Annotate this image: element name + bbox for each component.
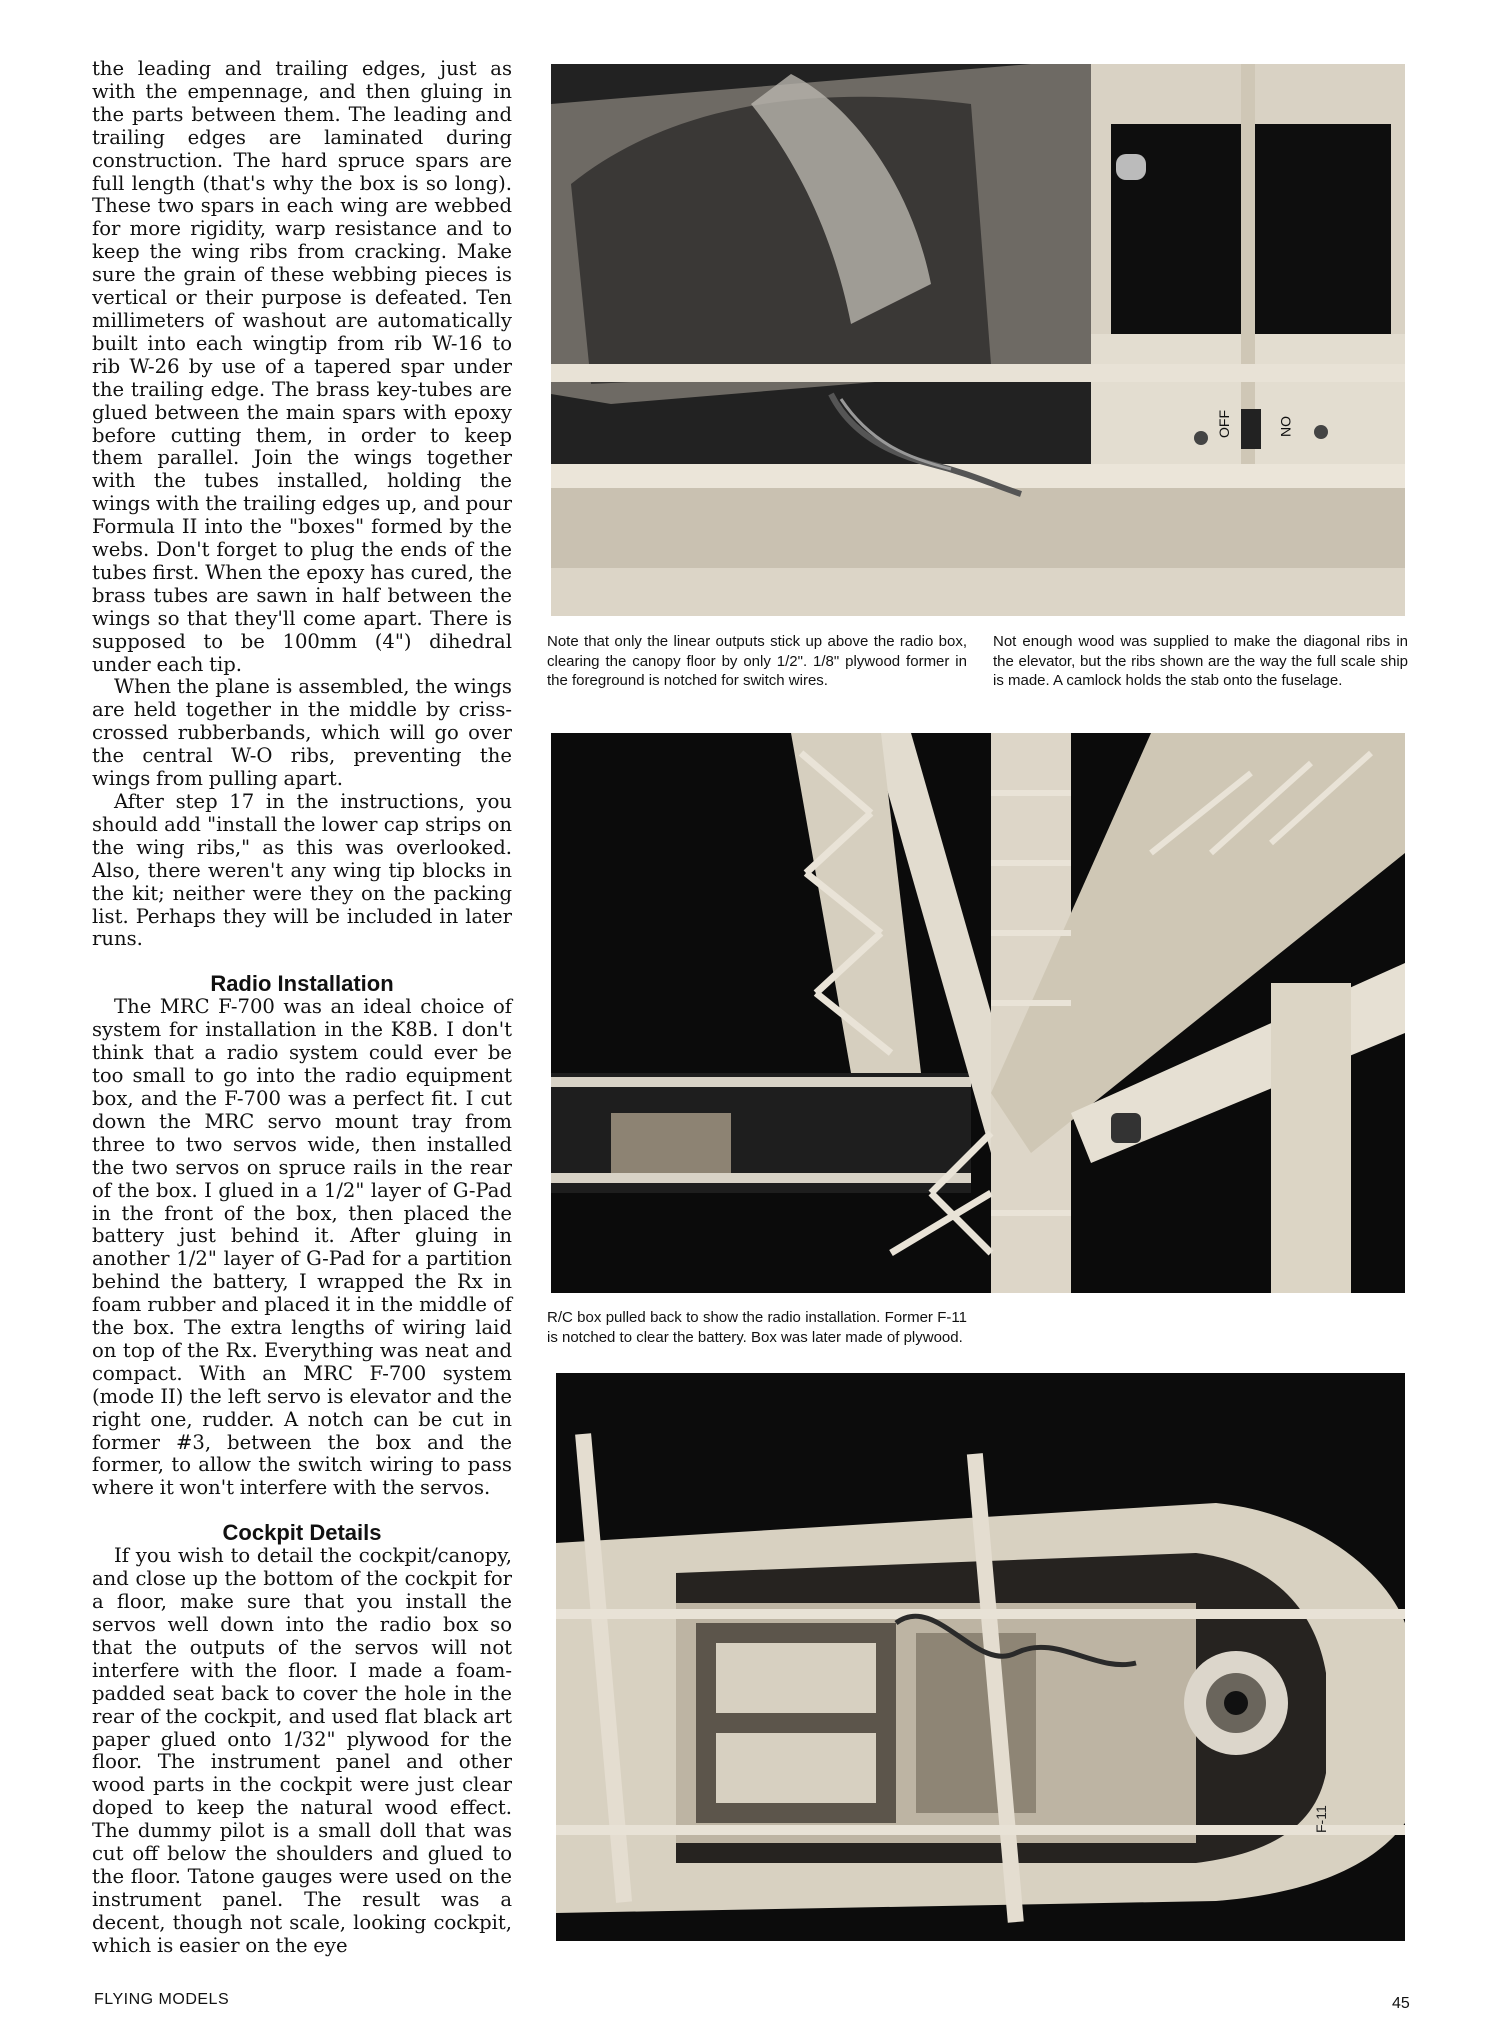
switch-off-label: OFF (1216, 410, 1232, 438)
paragraph-cockpit-details: If you wish to detail the cockpit/canopy, and close up the bottom of the cockpit for a floor, make sure that you install the servos well down into the radio box so that the outputs of the servos will not interfere with the floor. I made a foam-padded seat back to cover the hole in the rear of the cockpit, and used flat black art paper glued onto 1/32" plywood for the floor. The instrument panel and other wood parts in the cockpit were just clear doped to keep the natural wood effect. The dummy pilot is a small doll that was cut off below the shoulders and glued to the floor. Tatone gauges were used on the instrument panel. The result was a decent, though not scale, looking cockpit, which is easier on the eye (92, 1544, 512, 1957)
page-number: 45 (1392, 1995, 1410, 2012)
photo-stabilizer-framework (551, 733, 1405, 1293)
former-label: F-11 (1313, 1805, 1329, 1833)
caption-rc-box-pulled-back: R/C box pulled back to show the radio installation. Former F-11 is notched to clear the battery. Box was later made of plywood. (547, 1309, 967, 1346)
paragraph-radio-installation: The MRC F-700 was an ideal choice of system for installation in the K8B. I don't think that a radio system could ever be too small to go into the radio equipment box, and the F-700 was a perfect fit. I cut down the MRC servo mount tray from three to two servos wide, then installed the two servos on spruce rails in the rear of the box. I glued in a 1/2" layer of G-Pad in the front of the box, then placed the battery just behind it. After gluing in another 1/2" layer of G-Pad for a partition behind the battery, I wrapped the Rx in foam rubber and placed it in the middle of the box. The extra lengths of wiring laid on top of the Rx. Everything was neat and compact. With an MRC F-700 system (mode II) the left servo is elevator and the right one, rudder. A notch can be cut in former #3, between the box and the former, to allow the switch wiring to pass where it won't interfere with the servos. (92, 995, 512, 1500)
switch-on-label: ON (1278, 416, 1294, 437)
heading-radio-installation: Radio Installation (210, 971, 394, 997)
paragraph-wing-assembly: When the plane is assembled, the wings are held together in the middle by criss-crossed rubberbands, which will go over the central W-O ribs, preventing the wings from pulling apart. (92, 675, 512, 791)
magazine-name: FLYING MODELS (94, 1991, 230, 2008)
caption-elevator-ribs: Not enough wood was supplied to make the diagonal ribs in the elevator, but the ribs shown are the way the full scale ship is made. A camlock holds the stab onto the fuselage. (993, 633, 1408, 689)
article-column (92, 58, 512, 1958)
heading-cockpit-details: Cockpit Details (222, 1520, 382, 1546)
photo-canopy-radio-box (551, 64, 1405, 616)
photo-radio-box-installation (556, 1373, 1405, 1941)
paragraph-wing-construction: the leading and trailing edges, just as with the empennage, and then gluing in the parts between them. The leading and trailing edges are laminated during construction. The hard spruce spars are full length (that's why the box is so long). These two spars in each wing are webbed for more rigidity, warp resistance and to keep the wing ribs from cracking. Make sure the grain of these webbing pieces is vertical or their purpose is defeated. Ten millimeters of washout are automatically built into each wingtip from rib W-16 to rib W-26 by use of a tapered spar under the trailing edge. The brass key-tubes are glued between the main spars with epoxy before cutting them, in order to keep them parallel. Join the wings together with the tubes installed, holding the wings with the trailing edges up, and pour Formula II into the "boxes" formed by the webs. Don't forget to plug the ends of the tubes first. When the epoxy has cured, the brass tubes are sawn in half between the wings so that they'll come apart. There is supposed to be 100mm (4") dihedral under each tip. (92, 57, 512, 676)
caption-canopy-radio-box: Note that only the linear outputs stick up above the radio box, clearing the canopy floor by only 1/2". 1/8" plywood former in the foreground is notched for switch wires. (547, 633, 967, 689)
paragraph-instructions-note: After step 17 in the instructions, you should add "install the lower cap strips on the wing ribs," as this was overlooked. Also, there weren't any wing tip blocks in the kit; neither were they on the packing list. Perhaps they will be included in later runs. (92, 790, 512, 951)
